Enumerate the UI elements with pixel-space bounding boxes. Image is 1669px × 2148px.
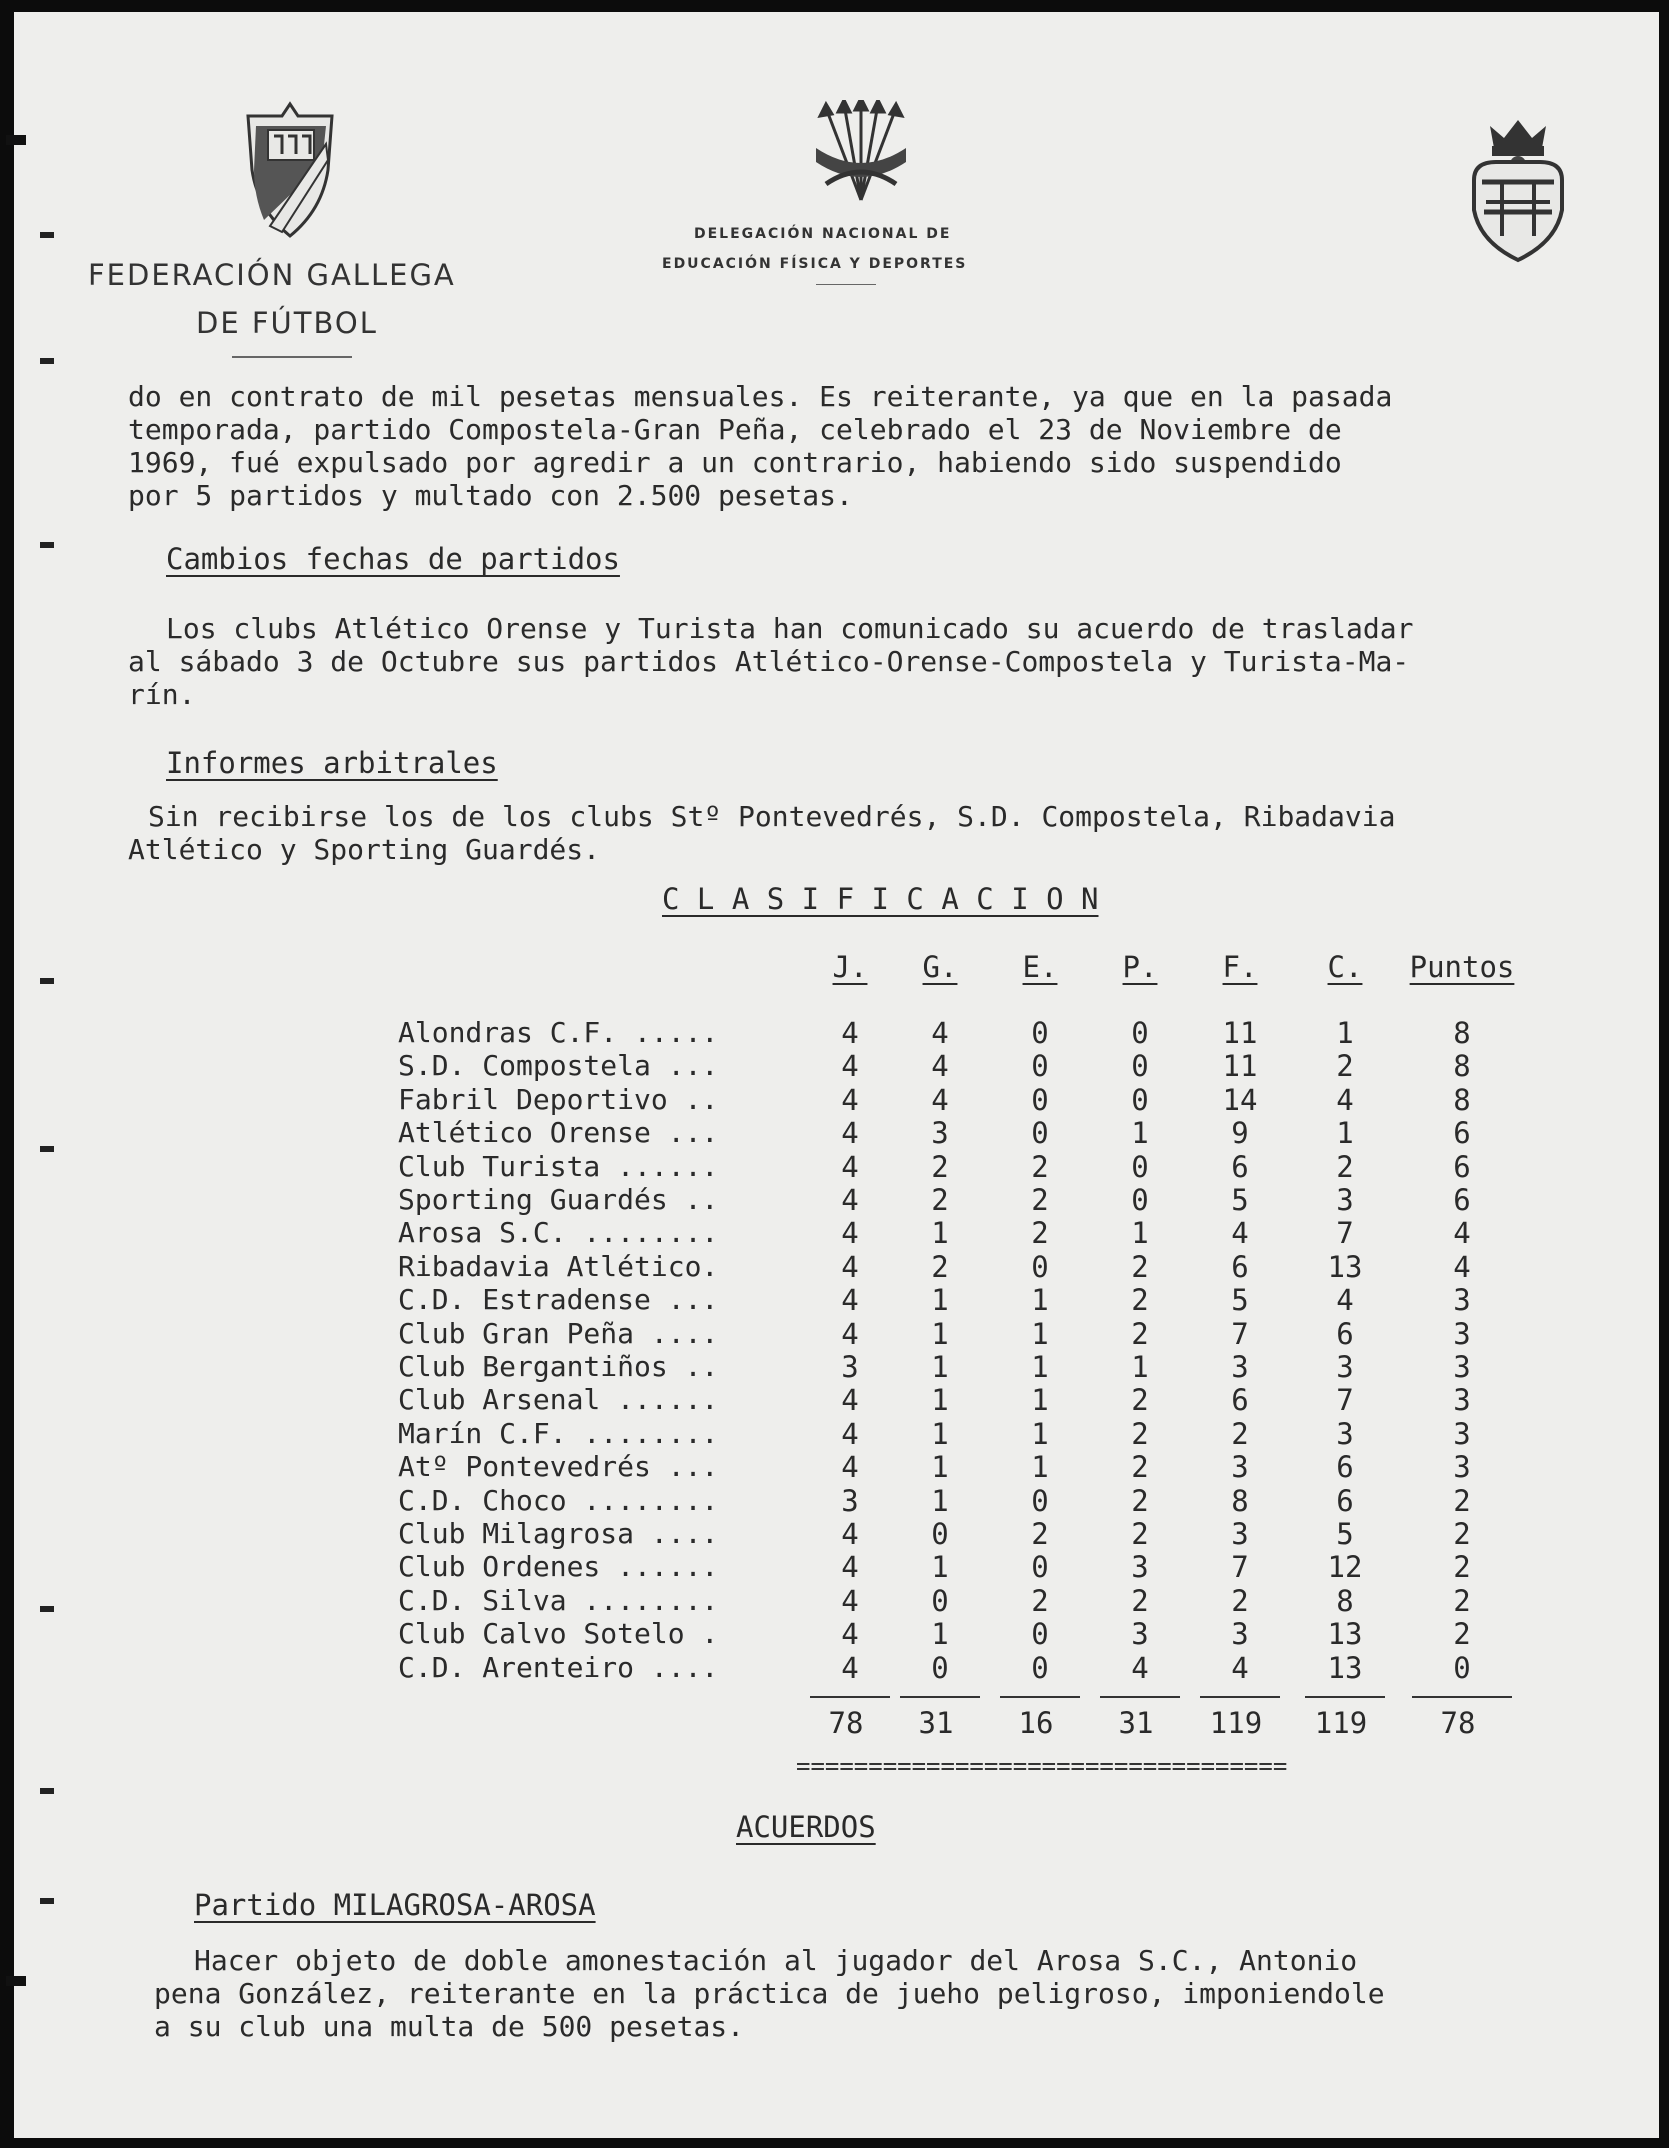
standings-cell: 1 xyxy=(1031,1416,1049,1451)
totals-rule xyxy=(1000,1696,1080,1698)
standings-cell: 4 xyxy=(1336,1082,1354,1117)
standings-cell: 2 xyxy=(1231,1583,1249,1618)
standings-cell: 4 xyxy=(1131,1650,1149,1685)
team-name: C.D. Choco ........ xyxy=(398,1483,719,1517)
standings-cell: 3 xyxy=(1336,1183,1354,1217)
intro-line-4: por 5 partidos y multado con 2.500 pesetas. xyxy=(128,479,853,512)
column-header: E. xyxy=(1022,950,1058,984)
team-name: Club Ordenes ...... xyxy=(398,1550,719,1584)
standings-cell: 1 xyxy=(931,1383,949,1418)
standings-cell: 0 xyxy=(1031,1483,1049,1518)
standings-cell: 3 xyxy=(1453,1283,1471,1318)
standings-cell: 4 xyxy=(931,1082,949,1117)
standings-cell: 4 xyxy=(841,1249,859,1284)
team-name: Club Calvo Sotelo . xyxy=(398,1617,719,1651)
standings-cell: 1 xyxy=(1131,1216,1149,1251)
standings-cell: 7 xyxy=(1336,1216,1354,1251)
column-header: F. xyxy=(1222,950,1258,984)
totals-double-rule: ================================== xyxy=(796,1752,1288,1780)
edge-mark xyxy=(6,135,26,145)
standings-cell: 9 xyxy=(1231,1116,1249,1151)
standings-cell: 4 xyxy=(841,1283,859,1318)
punch-hole xyxy=(40,1788,54,1794)
standings-cell: 0 xyxy=(1131,1149,1149,1184)
standings-cell: 1 xyxy=(931,1483,949,1518)
column-total: 78 xyxy=(1440,1706,1476,1740)
standings-cell: 3 xyxy=(931,1116,949,1151)
standings-cell: 4 xyxy=(1231,1650,1249,1685)
standings-cell: 2 xyxy=(1131,1316,1149,1351)
column-header: J. xyxy=(832,950,868,984)
standings-cell: 7 xyxy=(1336,1383,1354,1418)
totals-rule xyxy=(810,1696,890,1698)
standings-cell: 1 xyxy=(1336,1016,1354,1050)
standings-cell: 1 xyxy=(1031,1383,1049,1418)
standings-cell: 2 xyxy=(1031,1149,1049,1184)
standings-cell: 0 xyxy=(1031,1650,1049,1685)
standings-cell: 1 xyxy=(1131,1116,1149,1151)
standings-cell: 1 xyxy=(931,1550,949,1585)
column-total: 31 xyxy=(918,1706,954,1740)
standings-cell: 5 xyxy=(1231,1283,1249,1318)
informes-line-2: Atlético y Sporting Guardés. xyxy=(128,833,601,866)
federation-name-line2: DE FÚTBOL xyxy=(196,306,378,340)
standings-cell: 2 xyxy=(1453,1483,1471,1518)
standings-cell: 3 xyxy=(1453,1350,1471,1384)
standings-cell: 2 xyxy=(931,1249,949,1284)
standings-cell: 2 xyxy=(1031,1517,1049,1551)
standings-cell: 6 xyxy=(1231,1383,1249,1418)
standings-cell: 2 xyxy=(1453,1550,1471,1585)
standings-cell: 0 xyxy=(1031,1016,1049,1050)
column-header: Puntos xyxy=(1409,950,1515,984)
standings-cell: 3 xyxy=(1336,1416,1354,1451)
edge-mark xyxy=(6,1976,26,1986)
divider xyxy=(232,356,352,358)
team-name: Alondras C.F. ..... xyxy=(398,1016,719,1049)
standings-cell: 1 xyxy=(1031,1450,1049,1485)
standings-cell: 0 xyxy=(931,1517,949,1551)
standings-cell: 2 xyxy=(1131,1249,1149,1284)
standings-cell: 0 xyxy=(1031,1082,1049,1117)
standings-cell: 4 xyxy=(841,1049,859,1084)
team-name: Club Arsenal ...... xyxy=(398,1383,719,1417)
standings-cell: 2 xyxy=(1131,1517,1149,1551)
column-total: 16 xyxy=(1018,1706,1054,1740)
punch-hole xyxy=(40,542,54,548)
standings-cell: 2 xyxy=(1031,1183,1049,1217)
standings-cell: 2 xyxy=(1453,1583,1471,1618)
standings-cell: 2 xyxy=(1031,1216,1049,1251)
totals-rule xyxy=(1305,1696,1385,1698)
totals-rule xyxy=(1412,1696,1512,1698)
team-name: Arosa S.C. ........ xyxy=(398,1216,719,1250)
team-name: Club Milagrosa .... xyxy=(398,1517,719,1550)
standings-cell: 2 xyxy=(1031,1583,1049,1618)
heading-partido-milagrosa-arosa: Partido MILAGROSA-AROSA xyxy=(194,1888,596,1922)
standings-cell: 4 xyxy=(841,1149,859,1184)
standings-cell: 1 xyxy=(931,1350,949,1384)
team-name: Club Gran Peña .... xyxy=(398,1316,719,1350)
standings-cell: 6 xyxy=(1231,1249,1249,1284)
cambios-line-2: al sábado 3 de Octubre sus partidos Atlético-Orense-Compostela y Turista-Ma- xyxy=(128,645,1410,678)
standings-cell: 0 xyxy=(1131,1049,1149,1084)
standings-cell: 12 xyxy=(1327,1550,1363,1585)
standings-cell: 4 xyxy=(841,1550,859,1585)
standings-cell: 4 xyxy=(841,1450,859,1485)
standings-cell: 4 xyxy=(841,1383,859,1418)
heading-cambios-fechas: Cambios fechas de partidos xyxy=(166,542,620,576)
standings-cell: 4 xyxy=(1231,1216,1249,1251)
standings-cell: 1 xyxy=(931,1450,949,1485)
standings-cell: 0 xyxy=(1031,1116,1049,1151)
standings-cell: 14 xyxy=(1222,1082,1258,1117)
standings-title: C L A S I F I C A C I O N xyxy=(662,882,1099,916)
standings-cell: 2 xyxy=(1231,1416,1249,1451)
standings-cell: 4 xyxy=(841,1016,859,1050)
standings-cell: 1 xyxy=(1031,1350,1049,1384)
column-total: 78 xyxy=(828,1706,864,1740)
standings-cell: 4 xyxy=(841,1316,859,1351)
standings-cell: 3 xyxy=(1453,1450,1471,1485)
standings-cell: 3 xyxy=(1336,1350,1354,1384)
team-name: Marín C.F. ........ xyxy=(398,1416,719,1450)
standings-cell: 1 xyxy=(931,1617,949,1652)
team-name: Club Bergantiños .. xyxy=(398,1350,719,1383)
standings-cell: 2 xyxy=(1131,1416,1149,1451)
standings-cell: 0 xyxy=(1131,1082,1149,1117)
standings-cell: 3 xyxy=(1453,1316,1471,1351)
standings-cell: 13 xyxy=(1327,1249,1363,1284)
standings-cell: 2 xyxy=(1131,1283,1149,1318)
standings-cell: 3 xyxy=(1231,1450,1249,1485)
team-name: Sporting Guardés .. xyxy=(398,1183,719,1216)
standings-cell: 0 xyxy=(931,1583,949,1618)
standings-cell: 4 xyxy=(841,1116,859,1151)
team-name: C.D. Silva ........ xyxy=(398,1583,719,1617)
standings-cell: 2 xyxy=(1336,1149,1354,1184)
standings-cell: 0 xyxy=(1131,1183,1149,1217)
column-total: 31 xyxy=(1118,1706,1154,1740)
column-total: 119 xyxy=(1209,1706,1263,1740)
heading-informes-arbitrales: Informes arbitrales xyxy=(166,746,498,780)
standings-cell: 2 xyxy=(931,1183,949,1217)
column-header: G. xyxy=(922,950,958,984)
column-header: P. xyxy=(1122,950,1158,984)
standings-cell: 4 xyxy=(841,1183,859,1217)
team-name: C.D. Arenteiro .... xyxy=(398,1650,719,1684)
team-name: S.D. Compostela ... xyxy=(398,1049,719,1083)
intro-line-2: temporada, partido Compostela-Gran Peña, celebrado el 23 de Noviembre de xyxy=(128,413,1342,446)
partido-line-3: a su club una multa de 500 pesetas. xyxy=(154,2010,745,2043)
standings-cell: 5 xyxy=(1336,1517,1354,1551)
heading-acuerdos: ACUERDOS xyxy=(736,1810,876,1844)
standings-cell: 11 xyxy=(1222,1049,1258,1084)
punch-hole xyxy=(40,1898,54,1904)
standings-cell: 4 xyxy=(1453,1249,1471,1284)
cambios-line-1: Los clubs Atlético Orense y Turista han comunicado su acuerdo de trasladar xyxy=(166,612,1414,645)
standings-cell: 8 xyxy=(1453,1016,1471,1050)
standings-cell: 6 xyxy=(1231,1149,1249,1184)
standings-cell: 2 xyxy=(1453,1517,1471,1551)
standings-cell: 8 xyxy=(1453,1049,1471,1084)
team-name: Fabril Deportivo .. xyxy=(398,1082,719,1116)
standings-cell: 2 xyxy=(1131,1450,1149,1485)
yoke-arrows-emblem xyxy=(806,100,916,210)
standings-cell: 4 xyxy=(1336,1283,1354,1318)
standings-cell: 3 xyxy=(1131,1617,1149,1652)
standings-cell: 2 xyxy=(1131,1383,1149,1418)
standings-cell: 1 xyxy=(1031,1316,1049,1351)
standings-cell: 6 xyxy=(1453,1183,1471,1217)
team-name: C.D. Estradense ... xyxy=(398,1283,719,1317)
standings-cell: 4 xyxy=(841,1650,859,1685)
standings-cell: 6 xyxy=(1336,1483,1354,1518)
standings-cell: 4 xyxy=(841,1583,859,1618)
standings-cell: 2 xyxy=(1453,1617,1471,1652)
standings-cell: 13 xyxy=(1327,1650,1363,1685)
punch-hole xyxy=(40,232,54,238)
team-name: Ribadavia Atlético. xyxy=(398,1249,719,1283)
standings-cell: 4 xyxy=(841,1416,859,1451)
standings-cell: 3 xyxy=(1453,1383,1471,1418)
partido-line-1: Hacer objeto de doble amonestación al jugador del Arosa S.C., Antonio xyxy=(194,1944,1358,1977)
standings-cell: 6 xyxy=(1336,1316,1354,1351)
crowned-shield-logo xyxy=(1466,118,1570,264)
standings-cell: 7 xyxy=(1231,1550,1249,1585)
punch-hole xyxy=(40,1146,54,1152)
standings-cell: 4 xyxy=(841,1216,859,1251)
standings-cell: 0 xyxy=(1031,1617,1049,1652)
federation-name-line1: FEDERACIÓN GALLEGA xyxy=(88,258,456,292)
standings-cell: 1 xyxy=(1131,1350,1149,1384)
standings-cell: 1 xyxy=(931,1316,949,1351)
totals-rule xyxy=(900,1696,980,1698)
standings-cell: 3 xyxy=(1231,1517,1249,1551)
standings-cell: 2 xyxy=(1131,1483,1149,1518)
standings-cell: 6 xyxy=(1453,1149,1471,1184)
totals-rule xyxy=(1200,1696,1280,1698)
standings-cell: 2 xyxy=(931,1149,949,1184)
delegation-line1: DELEGACIÓN NACIONAL DE xyxy=(694,226,952,242)
standings-cell: 4 xyxy=(931,1049,949,1084)
team-name: Atº Pontevedrés ... xyxy=(398,1450,719,1484)
standings-cell: 5 xyxy=(1231,1183,1249,1217)
punch-hole xyxy=(40,358,54,364)
punch-hole xyxy=(40,978,54,984)
standings-cell: 3 xyxy=(841,1483,859,1518)
standings-cell: 8 xyxy=(1231,1483,1249,1518)
standings-cell: 8 xyxy=(1336,1583,1354,1618)
divider xyxy=(816,284,876,285)
standings-cell: 1 xyxy=(1031,1283,1049,1318)
standings-cell: 3 xyxy=(1231,1617,1249,1652)
standings-cell: 1 xyxy=(931,1216,949,1251)
standings-cell: 3 xyxy=(1231,1350,1249,1384)
standings-cell: 6 xyxy=(1453,1116,1471,1151)
informes-line-1: Sin recibirse los de los clubs Stº Pontevedrés, S.D. Compostela, Ribadavia xyxy=(148,800,1396,833)
standings-cell: 0 xyxy=(1453,1650,1471,1685)
standings-cell: 1 xyxy=(1336,1116,1354,1151)
standings-cell: 4 xyxy=(1453,1216,1471,1251)
standings-cell: 4 xyxy=(841,1082,859,1117)
federation-shield-logo xyxy=(242,100,338,240)
standings-cell: 6 xyxy=(1336,1450,1354,1485)
standings-cell: 0 xyxy=(1031,1249,1049,1284)
team-name: Atlético Orense ... xyxy=(398,1116,719,1150)
delegation-line2: EDUCACIÓN FÍSICA Y DEPORTES xyxy=(662,256,968,272)
column-total: 119 xyxy=(1314,1706,1368,1740)
totals-rule xyxy=(1100,1696,1180,1698)
column-header: C. xyxy=(1327,950,1363,984)
cambios-line-3: rín. xyxy=(128,678,196,711)
punch-hole xyxy=(40,1606,54,1612)
standings-cell: 1 xyxy=(931,1416,949,1451)
standings-cell: 3 xyxy=(841,1350,859,1384)
intro-line-3: 1969, fué expulsado por agredir a un contrario, habiendo sido suspendido xyxy=(128,446,1342,479)
standings-cell: 0 xyxy=(931,1650,949,1685)
standings-cell: 4 xyxy=(841,1517,859,1551)
standings-cell: 3 xyxy=(1453,1416,1471,1451)
standings-cell: 8 xyxy=(1453,1082,1471,1117)
standings-cell: 13 xyxy=(1327,1617,1363,1652)
standings-cell: 1 xyxy=(931,1283,949,1318)
standings-cell: 11 xyxy=(1222,1016,1258,1050)
standings-cell: 0 xyxy=(1131,1016,1149,1050)
partido-line-2: pena González, reiterante en la práctica de jueho peligroso, imponiendole xyxy=(154,1977,1385,2010)
standings-cell: 4 xyxy=(931,1016,949,1050)
standings-cell: 3 xyxy=(1131,1550,1149,1585)
intro-line-1: do en contrato de mil pesetas mensuales. Es reiterante, ya que en la pasada xyxy=(128,380,1393,413)
team-name: Club Turista ...... xyxy=(398,1149,719,1183)
standings-cell: 0 xyxy=(1031,1049,1049,1084)
standings-cell: 0 xyxy=(1031,1550,1049,1585)
standings-cell: 2 xyxy=(1336,1049,1354,1084)
standings-cell: 4 xyxy=(841,1617,859,1652)
standings-cell: 7 xyxy=(1231,1316,1249,1351)
standings-cell: 2 xyxy=(1131,1583,1149,1618)
